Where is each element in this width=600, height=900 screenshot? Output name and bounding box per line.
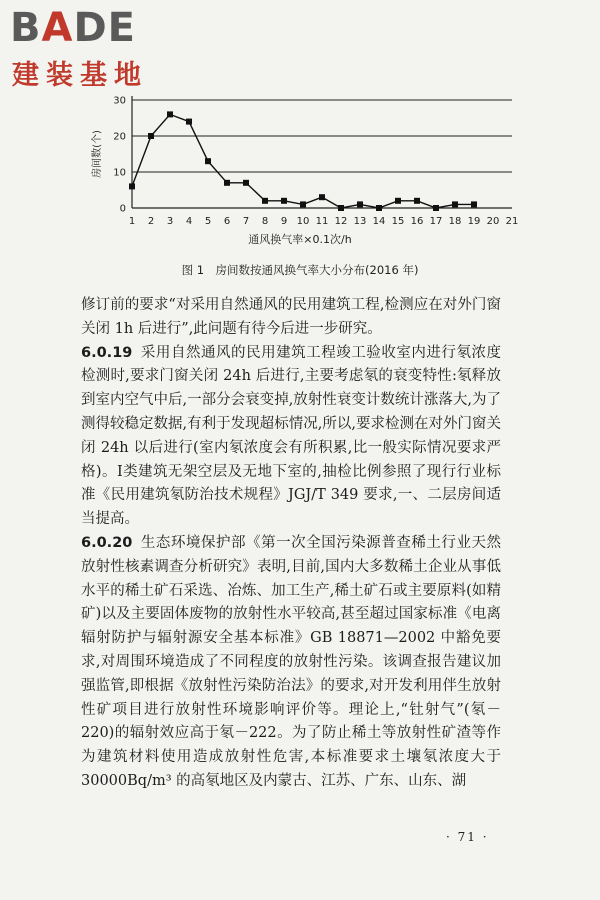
x-tick-label: 15 (391, 216, 405, 227)
data-point (262, 198, 268, 204)
x-tick-label: 12 (334, 216, 348, 227)
data-point (129, 183, 135, 189)
x-tick-label: 16 (410, 216, 424, 227)
data-point (452, 201, 458, 207)
paragraph (81, 532, 501, 794)
data-point (319, 194, 325, 200)
paragraph-text: 修订前的要求“对采用自然通风的民用建筑工程,检测应在对外门窗关闭 1h 后进行”,此问题有待今后进一步研究。 (81, 297, 501, 337)
clause-number: 6.0.19 (81, 344, 133, 361)
x-tick-label: 19 (467, 216, 481, 227)
data-point (395, 198, 401, 204)
x-tick-label: 21 (505, 216, 519, 227)
y-axis-label: 房间数(个) (92, 130, 103, 178)
figure-caption: 图 1 房间数按通风换气率大小分布(2016 年) (181, 263, 419, 277)
data-point (205, 158, 211, 164)
paragraph (81, 342, 501, 532)
x-tick-label: 8 (261, 216, 269, 227)
data-point (471, 201, 477, 207)
x-tick-label: 10 (296, 216, 310, 227)
logo-subtitle: 建装基地 (12, 60, 148, 91)
x-tick-label: 6 (223, 216, 231, 227)
data-point (357, 201, 363, 207)
y-tick-label: 10 (113, 167, 126, 179)
data-point (224, 180, 230, 186)
y-tick-label: 30 (113, 95, 126, 107)
data-point (433, 205, 439, 211)
x-tick-label: 9 (280, 216, 288, 227)
logo-wordmark: BADE (10, 5, 136, 51)
x-tick-label: 14 (372, 216, 386, 227)
x-tick-label: 2 (147, 216, 155, 227)
x-tick-label: 1 (128, 216, 136, 227)
bade-logo (10, 6, 180, 96)
data-point (167, 111, 173, 117)
body-text (81, 294, 501, 794)
paragraph (81, 294, 501, 342)
paragraph-text: 采用自然通风的民用建筑工程竣工验收室内进行氡浓度检测时,要求门窗关闭 24h 后进行,主要考虑氡的衰变特性:氡释放到室内空气中后,一部分会衰变掉,放射性衰变计数统计涨落大,为了测得较稳定数据,有利于发现超标情况,所以,要求检测在对外门窗关闭 24h 以后进行(室内氡浓度会有所积累,比一般实际情况要求严格)。Ⅰ类建筑无架空层及无地下室的,抽检比例参照了现行行业标准《民用建筑氡防治技术规程》JGJ/T 349 要求,一、二层房间适当提高。 (81, 344, 501, 528)
x-tick-label: 20 (486, 216, 500, 227)
x-tick-label: 4 (185, 216, 193, 227)
data-point (243, 180, 249, 186)
data-point (414, 198, 420, 204)
data-point (186, 119, 192, 125)
x-tick-label: 17 (429, 216, 443, 227)
data-point (281, 198, 287, 204)
x-tick-label: 18 (448, 216, 462, 227)
x-tick-label: 5 (204, 216, 212, 227)
clause-number: 6.0.20 (81, 534, 133, 551)
x-tick-label: 7 (242, 216, 250, 227)
y-tick-label: 20 (113, 131, 126, 143)
data-point (338, 205, 344, 211)
chart-canvas (80, 90, 520, 230)
paragraph-text: 生态环境保护部《第一次全国污染源普查稀土行业天然放射性核素调查分析研究》表明,目前,国内大多数稀土企业从事低水平的稀土矿石采选、冶炼、加工生产,稀土矿石或主要原料(如精矿)以及主要固体废物的放射性水平较高,甚至超过国家标准《电离辐射防护与辐射源安全基本标准》GB 18871—2002 中豁免要求,对周围环境造成了不同程度的放射性污染。该调查报告建议加强监管,即根据《放射性污染防治法》的要求,对开发利用伴生放射性矿项目进行放射性环境影响评价等。理论上,“钍射气”(氡－220)的辐射效应高于氡－222。为了防止稀土等放射性矿渣等作为建筑材料使用造成放射性危害,本标准要求土壤氡浓度大于 30000Bq/m³ 的高氡地区及内蒙古、江苏、广东、山东、湖 (81, 534, 501, 789)
data-point (376, 205, 382, 211)
y-tick-label: 0 (119, 203, 126, 215)
x-tick-label: 13 (353, 216, 367, 227)
data-point (300, 201, 306, 207)
x-tick-label: 11 (315, 216, 329, 227)
chart-x-axis-label: 通风换气率×0.1次/h (248, 233, 352, 246)
page-number: · 71 · (446, 830, 489, 844)
ventilation-chart (80, 90, 520, 255)
x-tick-label: 3 (166, 216, 174, 227)
series-line (132, 114, 474, 208)
data-point (148, 133, 154, 139)
